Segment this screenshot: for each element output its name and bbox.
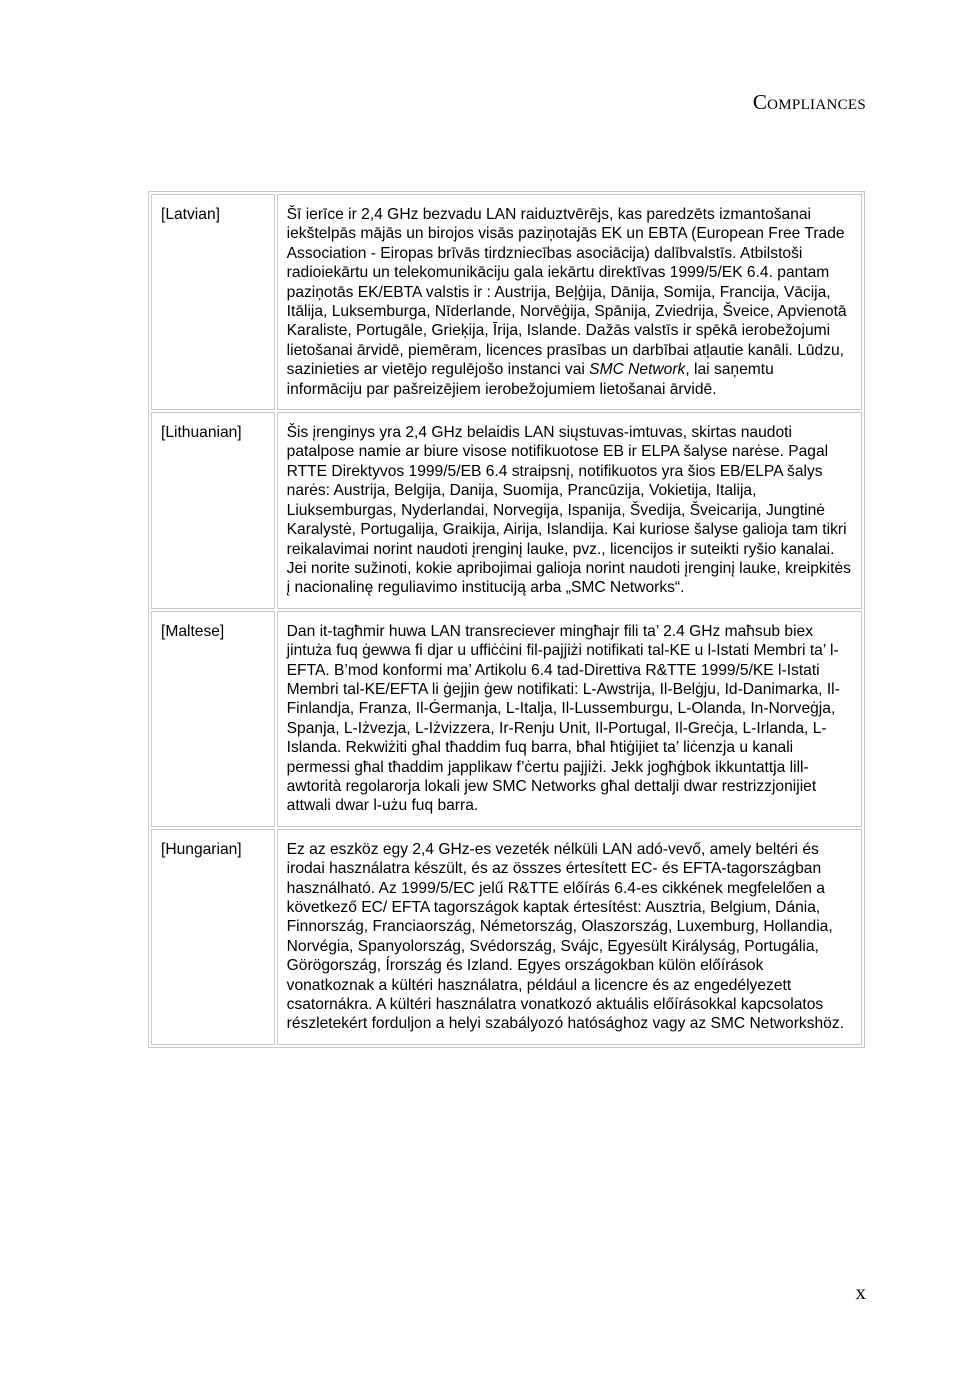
company-name-italic: SMC Network: [589, 361, 686, 379]
table-row-hungarian: [151, 829, 862, 1045]
language-label: [Lithuanian]: [151, 412, 275, 609]
table-row-lithuanian: [151, 412, 862, 609]
table-row-latvian: [151, 194, 862, 410]
compliance-text-part: , lai saņemtu informāciju par pašreizējiem ierobežojumiem lietošanai ārvidē.: [286, 361, 774, 398]
compliance-text: [277, 194, 862, 410]
table-row-maltese: [151, 611, 862, 827]
compliance-text: Šis įrenginys yra 2,4 GHz belaidis LAN siųstuvas-imtuvas, skirtas naudoti patalpose namie ar biure visose notifikuotose EB ir ELPA šalyse narėse. Pagal RTTE Direktyvos 1999/5/EB 6.4 straipsnį, notifikuotos yra šios EB/ELPA šalys narės: Austrija, Belgija, Danija, Suomija, Prancūzija, Vokietija, Italija, Liuksemburgas, Nyderlandai, Norvegija, Ispanija, Švedija, Šveicarija, Jungtinė Karalystė, Portugalija, Graikija, Airija, Islandija. Kai kuriose šalyse galioja tam tikri reikalavimai norint naudoti įrenginį lauke, pvz., licencijos ir suteikti ryšio kanalai. Jei norite sužinoti, kokie apribojimai galioja norint naudoti įrenginį lauke, kreipkitės į nacionalinę reguliavimo instituciją arba „SMC Networks“.: [277, 412, 862, 609]
compliance-statements-table: [148, 191, 865, 1048]
page-number: x: [855, 1280, 866, 1304]
language-label: [Latvian]: [151, 194, 275, 410]
running-header-title: Compliances: [752, 90, 866, 114]
compliance-text: Dan it-tagħmir huwa LAN transreciever mingħajr fili ta’ 2.4 GHz maħsub biex jintuża fuq ġewwa fi djar u uffiċċini fil-pajjiżi notifikati tal-KE u l-Istati Membri ta’ l-EFTA. B’mod konformi ma’ Artikolu 6.4 tad-Direttiva R&TTE 1999/5/KE l-Istati Membri tal-KE/EFTA li ġejjin ġew notifikati: L-Awstrija, Il-Belġju, Id-Danimarka, Il-Finlandja, Franza, Il-Ġermanja, L-Italja, Il-Lussemburgu, L-Olanda, In-Norveġja, Spanja, L-Iżvezja, L-Iżvizzera, Ir-Renju Unit, Il-Portugal, Il-Greċja, L-Irlanda, L-Islanda. Rekwiżiti għal tħaddim fuq barra, bħal ħtiġijiet ta’ liċenzja u kanali permessi għal tħaddim japplikaw f’ċertu pajjiżi. Jekk jogħġbok ikkuntattja lill-awtorità regolarorja lokali jew SMC Networks għal dettalji dwar restrizzjonijiet attwali dwar l-użu fuq barra.: [277, 611, 862, 827]
compliance-text: Ez az eszköz egy 2,4 GHz-es vezeték nélküli LAN adó-vevő, amely beltéri és irodai használatra készült, és az összes értesített EC- és EFTA-tagországban használható. Az 1999/5/EC jelű R&TTE előírás 6.4-es cikkének megfelelően a következő EC/ EFTA tagországok kaptak értesítést: Ausztria, Belgium, Dánia, Finnország, Franciaország, Németország, Olaszország, Luxemburg, Hollandia, Norvégia, Spanyolország, Svédország, Svájc, Egyesült Királyság, Portugália, Görögország, Írország és Izland. Egyes országokban külön előírások vonatkoznak a kültéri használatra, például a licencre és az engedélyezett csatornákra. A kültéri használatra vonatkozó aktuális előírásokkal kapcsolatos részletekért forduljon a helyi szabályozó hatósághoz vagy az SMC Networkshöz.: [277, 829, 862, 1045]
compliance-text-part: Šī ierīce ir 2,4 GHz bezvadu LAN raiduztvērējs, kas paredzēts izmantošanai iekštelpās mājās un birojos visās paziņotajās EK un EBTA (European Free Trade Association - Eiropas brīvās tirdzniecības asociācija) dalībvalstīs. Atbilstoši radioiekārtu un telekomunikāciju gala iekārtu direktīvas 1999/5/EK 6.4. pantam paziņotās EK/EBTA valstis ir : Austrija, Beļģija, Dānija, Somija, Francija, Vācija, Itālija, Luksemburga, Nīderlande, Norvēģija, Spānija, Zviedrija, Šveice, Apvienotā Karaliste, Portugāle, Grieķija, Īrija, Islande. Dažās valstīs ir spēkā ierobežojumi lietošanai ārvidē, piemēram, licences prasības un darbībai atļautie kanāli. Lūdzu, sazinieties ar vietējo regulējošo instanci vai: [286, 206, 847, 379]
language-label: [Hungarian]: [151, 829, 275, 1045]
language-label: [Maltese]: [151, 611, 275, 827]
